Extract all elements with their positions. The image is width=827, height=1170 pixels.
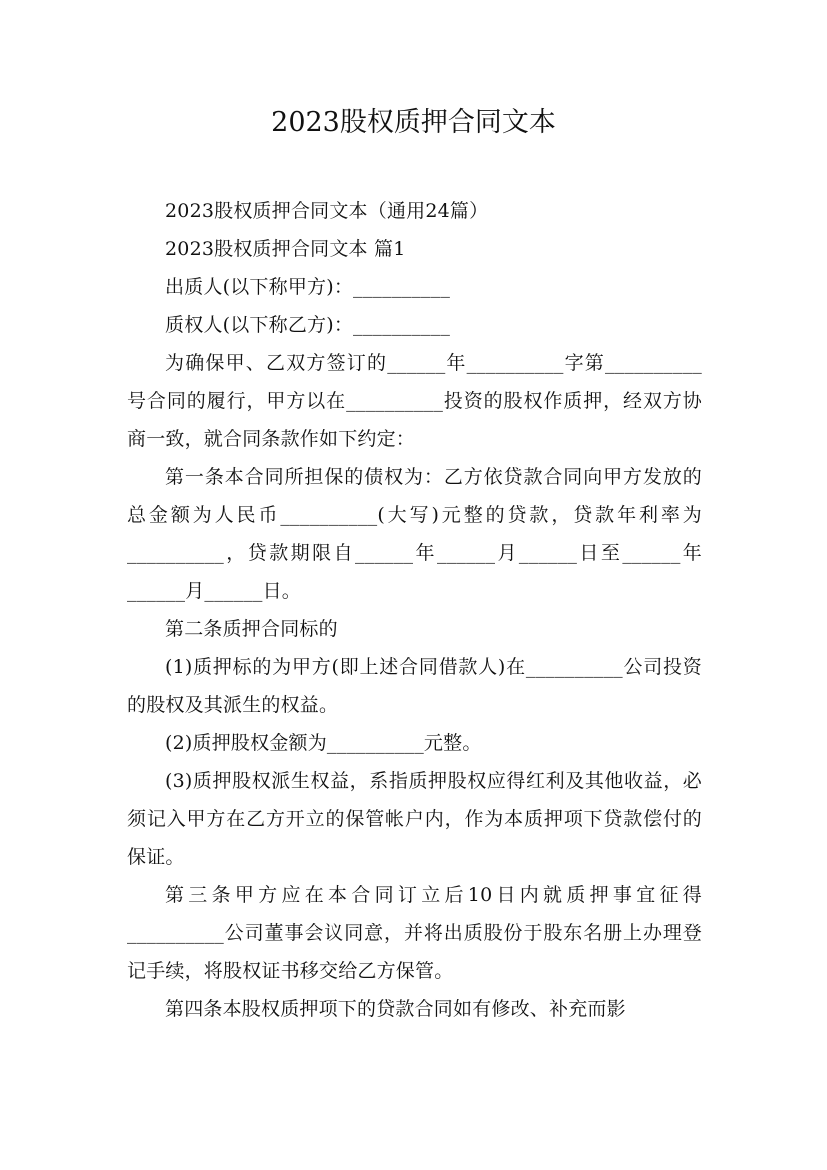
paragraph-article-2-item-2: (2)质押股权金额为__________元整。	[165, 732, 482, 754]
paragraph-preamble: 为确保甲、乙双方签订的______年__________字第__________号合同的履行，甲方以在__________投资的股权作质押，经双方协商一致，就合同条款作如下约定：	[127, 352, 702, 450]
paragraph-article-2-item-1: (1)质押标的为甲方(即上述合同借款人)在__________公司投资的股权及其派生的权益。	[127, 656, 702, 716]
paragraph-pledgee: 质权人(以下称乙方)：__________	[165, 314, 451, 336]
paragraph-article-4: 第四条本股权质押项下的贷款合同如有修改、补充而影	[165, 998, 626, 1020]
paragraph-section-heading: 2023股权质押合同文本 篇1	[165, 238, 406, 260]
document-body	[127, 192, 702, 1028]
paragraph-article-3: 第三条甲方应在本合同订立后10日内就质押事宜征得__________公司董事会议同意，并将出质股份于股东名册上办理登记手续，将股权证书移交给乙方保管。	[127, 884, 702, 982]
document-title: 2023股权质押合同文本	[271, 107, 556, 138]
paragraph-article-2: 第二条质押合同标的	[165, 618, 338, 640]
paragraph-article-1: 第一条本合同所担保的债权为：乙方依贷款合同向甲方发放的总金额为人民币__________(大写)元整的贷款，贷款年利率为__________，贷款期限自______年______月______日至______年______月______日。	[127, 466, 702, 602]
paragraph-subtitle: 2023股权质押合同文本（通用24篇）	[165, 200, 489, 222]
paragraph-article-2-item-3: (3)质押股权派生权益，系指质押股权应得红利及其他收益，必须记入甲方在乙方开立的保管帐户内，作为本质押项下贷款偿付的保证。	[127, 770, 702, 868]
paragraph-pledgor: 出质人(以下称甲方)：__________	[165, 276, 451, 298]
